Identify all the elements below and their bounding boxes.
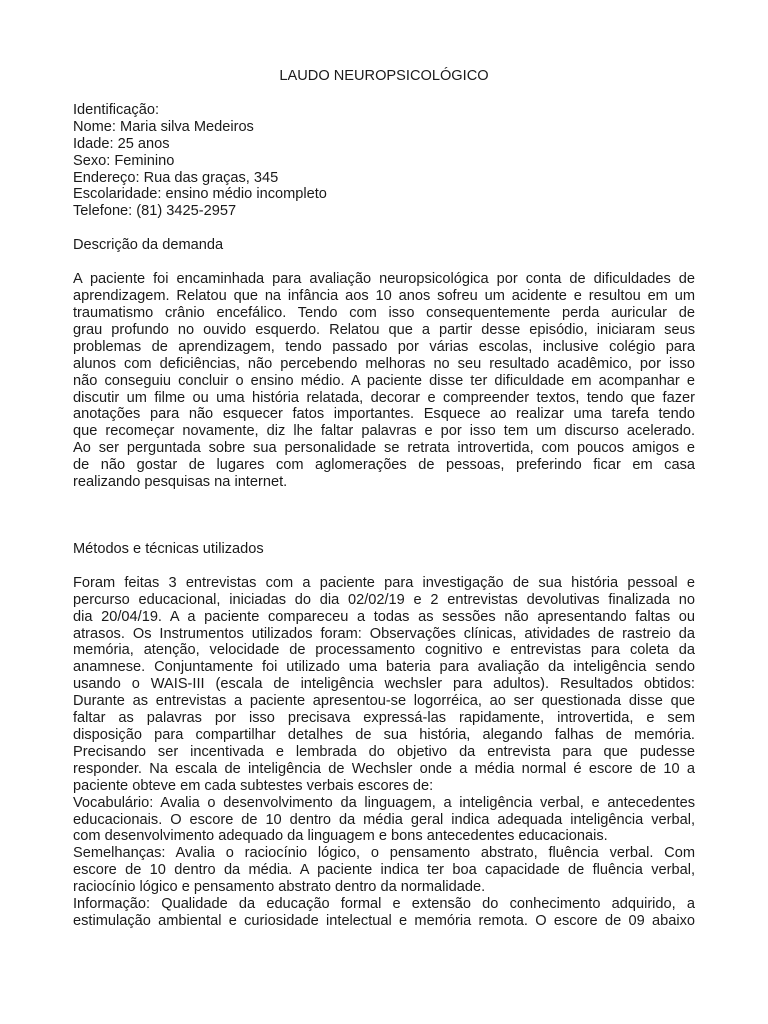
methods-paragraph (73, 575, 695, 930)
text-line: alunos com deficiências, não percebendo melhoras no seu resultado acadêmico, por isso (73, 355, 695, 372)
methods-heading: Métodos e técnicas utilizados (73, 540, 264, 557)
text-line: A paciente foi encaminhada para avaliação neuropsicológica por conta de dificuldades de (73, 271, 695, 288)
identification-heading: Identificação: (73, 101, 159, 118)
text-line: de não gostar de lugares com aglomerações de pessoas, preferindo ficar em casa (73, 457, 695, 474)
text-line: realizando pesquisas na internet. (73, 474, 288, 491)
document-title: LAUDO NEUROPSICOLÓGICO (279, 68, 489, 84)
patient-address: Endereço: Rua das graças, 345 (73, 169, 279, 186)
text-line: Foram feitas 3 entrevistas com a paciente para investigação de sua história pessoal e (73, 574, 695, 591)
text-line: memória, atenção, velocidade de processamento cognitivo e entrevistas para coleta da (73, 642, 695, 659)
text-line: não conseguiu concluir o ensino médio. A paciente disse ter dificuldade em acompanhar e (73, 372, 695, 389)
text-line: traumatismo crânio encefálico. Tendo com isso consequentemente perda auricular de (73, 304, 695, 321)
text-line: grau profundo no ouvido esquerdo. Relatou que a partir desse episódio, iniciaram seus (73, 321, 695, 338)
text-line: Semelhanças: Avalia o raciocínio lógico, o pensamento abstrato, fluência verbal. Com (73, 845, 695, 862)
identification-section (73, 102, 695, 220)
text-line: discutir um filme ou uma história relatada, decorar e compreender textos, tendo que fazer (73, 389, 695, 406)
text-line: dia 20/04/19. A a paciente compareceu a todas as sessões não apresentando faltas ou (73, 608, 695, 625)
text-line: faltar as palavras por isso precisava expressá-las rapidamente, introvertida, e sem (73, 710, 695, 727)
text-line: atrasos. Os Instrumentos utilizados foram: Observações clínicas, atividades de rastreio da (73, 625, 695, 642)
text-line: usando o WAIS-III (escala de inteligência wechsler para adultos). Resultados obtidos: (73, 676, 695, 693)
text-line: que recomeçar novamente, diz lhe faltar palavras e por isso tem um discurso acelerado. (73, 423, 695, 440)
text-line: Informação: Qualidade da educação formal e extensão do conhecimento adquirido, a (73, 896, 695, 913)
text-line: paciente obteve em cada subtestes verbais escores de: (73, 777, 434, 794)
patient-age: Idade: 25 anos (73, 135, 170, 152)
text-line: raciocínio lógico e pensamento abstrato dentro da normalidade. (73, 879, 486, 896)
demand-heading: Descrição da demanda (73, 237, 224, 254)
patient-phone: Telefone: (81) 3425-2957 (73, 203, 237, 220)
text-line: disposição para compartilhar detalhes de sua história, alegando falhas de memória. (73, 727, 695, 743)
text-line: Precisando ser incentivada e lembrada do objetivo da entrevista para que pudesse (73, 743, 695, 760)
text-line: com desenvolvimento adequado da linguagem e bons antecedentes educacionais. (73, 828, 608, 845)
text-line: Vocabulário: Avalia o desenvolvimento da linguagem, a inteligência verbal, e antecedentes (73, 794, 695, 811)
patient-sex: Sexo: Feminino (73, 152, 175, 169)
text-line: anamnese. Conjuntamente foi utilizado uma bateria para avaliação da inteligência sendo (73, 659, 695, 676)
text-line: aprendizagem. Relatou que na infância aos 10 anos sofreu um acidente e resultou em um (73, 288, 695, 305)
text-line: anotações para não esquecer fatos importantes. Esquece ao realizar uma tarefa tendo (73, 406, 695, 423)
text-line: responder. Na escala de inteligência de Wechsler onde a média normal é escore de 10 a (73, 760, 695, 777)
text-line: Durante as entrevistas a paciente apresentou-se logorréica, ao ser questionada disse que (73, 693, 695, 710)
text-line: problemas de aprendizagem, tendo passado por várias escolas, inclusive colégio para (73, 338, 695, 355)
demand-paragraph (73, 271, 695, 491)
text-line: escore de 10 dentro da média. A paciente indica ter boa capacidade de fluência verbal, (73, 862, 695, 879)
text-line: estimulação ambiental e curiosidade intelectual e memória remota. O escore de 09 abaixo (73, 912, 695, 929)
text-line: educacionais. O escore de 10 dentro da média geral indica adequada inteligência verbal, (73, 811, 695, 828)
patient-name: Nome: Maria silva Medeiros (73, 118, 254, 135)
text-line: percurso educacional, iniciadas do dia 02/02/19 e 2 entrevistas devolutivas finalizada no (73, 591, 695, 608)
text-line: Ao ser perguntada sobre sua personalidade se retrata introvertida, com poucos amigos e (73, 440, 695, 457)
patient-education: Escolaridade: ensino médio incompleto (73, 186, 327, 203)
